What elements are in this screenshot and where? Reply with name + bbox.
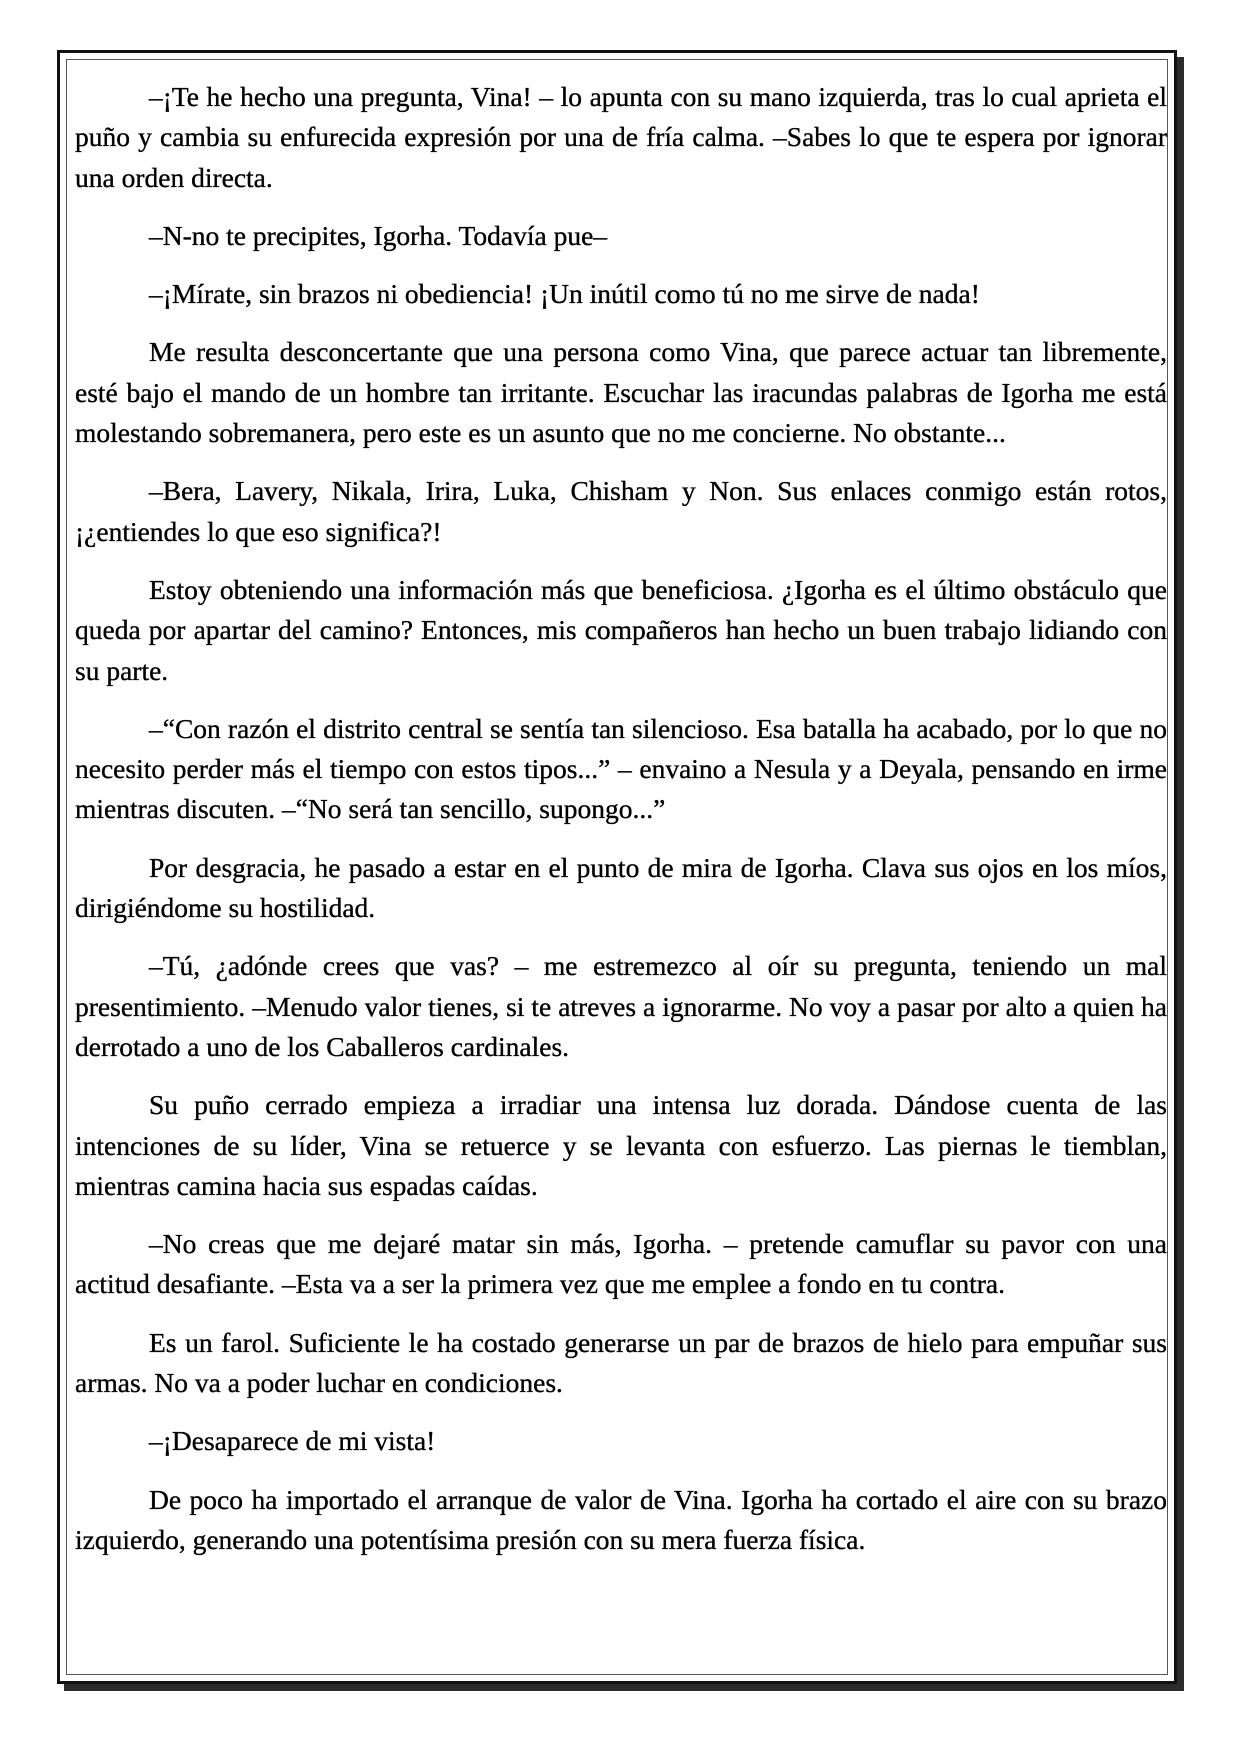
paragraph-11: –No creas que me dejaré matar sin más, Igorha. – pretende camuflar su pavor con una actitud desafiante. –Esta va a ser la primera vez que me emplee a fondo en tu contra. [75,1228,1167,1300]
paragraph-3: –¡Mírate, sin brazos ni obediencia! ¡Un inútil como tú no me sirve de nada! [149,278,980,310]
paragraph-13: –¡Desaparece de mi vista! [149,1425,436,1457]
paragraph-2: –N-no te precipites, Igorha. Todavía pue– [149,219,608,251]
paragraph-1: –¡Te he hecho una pregunta, Vina! – lo apunta con su mano izquierda, tras lo cual aprieta el puño y cambia su enfurecida expresión por una de fría calma. –Sabes lo que te espera por ignorar una orden directa. [75,81,1167,193]
paragraph-7: –“Con razón el distrito central se sentía tan silencioso. Esa batalla ha acabado, por lo que no necesito perder más el tiempo con estos tipos...” – envaino a Nesula y a Deyala, pensando en irme mientras discuten. –“No será tan sencillo, supongo...” [75,712,1167,825]
paragraph-12: Es un farol. Suficiente le ha costado generarse un par de brazos de hielo para empuñar sus armas. No va a poder luchar en condiciones. [75,1326,1167,1399]
paragraph-4: Me resulta desconcertante que una persona como Vina, que parece actuar tan libremente, esté bajo el mando de un hombre tan irritante. Escuchar las iracundas palabras de Igorha me está molestando sobremanera, pero este es un asunto que no me concierne. No obstante... [75,336,1167,449]
paragraph-9: –Tú, ¿adónde crees que vas? – me estremezco al oír su pregunta, teniendo un mal presentimiento. –Menudo valor tienes, si te atreves a ignorarme. No voy a pasar por alto a quien ha derrotado a uno de los Caballeros cardinales. [75,950,1167,1062]
paragraph-6: Estoy obteniendo una información más que beneficiosa. ¿Igorha es el último obstáculo que queda por apartar del camino? Entonces, mis compañeros han hecho un buen trabajo lidiando con su parte. [75,573,1167,686]
text-body [75,77,1167,1560]
paragraph-8: Por desgracia, he pasado a estar en el punto de mira de Igorha. Clava sus ojos en los míos, dirigiéndome su hostilidad. [75,851,1167,924]
paragraph-5: –Bera, Lavery, Nikala, Irira, Luka, Chisham y Non. Sus enlaces conmigo están rotos, ¡¿entiendes lo que eso significa?! [75,475,1167,547]
paragraph-14: De poco ha importado el arranque de valor de Vina. Igorha ha cortado el aire con su brazo izquierdo, generando una potentísima presión con su mera fuerza física. [75,1483,1167,1555]
paragraph-10: Su puño cerrado empieza a irradiar una intensa luz dorada. Dándose cuenta de las intenciones de su líder, Vina se retuerce y se levanta con esfuerzo. Las piernas le tiemblan, mientras camina hacia sus espadas caídas. [75,1089,1167,1201]
